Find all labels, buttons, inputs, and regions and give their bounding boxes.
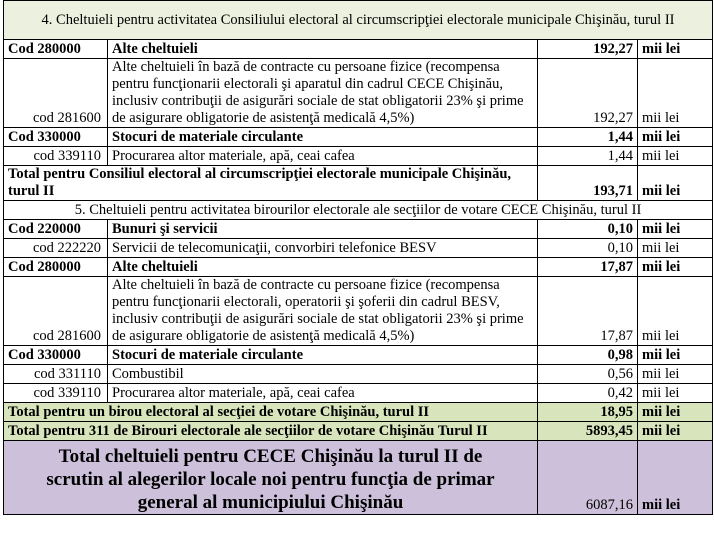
row-amount: 0,56 [538, 365, 638, 384]
section-4-total-label: Total pentru Consiliul electoral al circumscripţiei electorale municipale Chişinău, turul II [4, 166, 538, 201]
row-amount: 192,27 [538, 59, 638, 128]
row-unit: mii lei [638, 384, 713, 403]
row-amount: 0,10 [538, 220, 638, 239]
total-one-bureau-amount: 18,95 [538, 403, 638, 422]
row-code: cod 281600 [4, 59, 108, 128]
table-row [4, 365, 713, 384]
row-unit: mii lei [638, 346, 713, 365]
row-amount: 0,98 [538, 346, 638, 365]
row-amount: 1,44 [538, 147, 638, 166]
section-4-total-amount: 193,71 [538, 166, 638, 201]
total-all-bureaus-unit: mii lei [638, 422, 713, 441]
grand-total-amount: 6087,16 [538, 441, 638, 515]
section-5-total-all-row [4, 422, 713, 441]
grand-total-row [4, 441, 713, 515]
row-description: Servicii de telecomunicaţii, convorbiri telefonice BESV [108, 239, 538, 258]
row-unit: mii lei [638, 239, 713, 258]
table-row [4, 40, 713, 59]
row-description: Bunuri şi servicii [108, 220, 538, 239]
table-row [4, 220, 713, 239]
row-description: Alte cheltuieli [108, 40, 538, 59]
row-description: Combustibil [108, 365, 538, 384]
table-row [4, 346, 713, 365]
row-amount: 0,10 [538, 239, 638, 258]
row-code: cod 222220 [4, 239, 108, 258]
row-description: Alte cheltuieli în bază de contracte cu persoane fizice (recompensa pentru funcţionarii electorali, operatorii şi şoferii din cadrul BESV, inclusiv contribuţii de asigurări sociale de stat obligatorii 23% şi prime de asigurare obligatorie de asistenţă medicală 4,5%) [108, 277, 538, 346]
row-amount: 17,87 [538, 258, 638, 277]
section-5-total-one-row [4, 403, 713, 422]
total-all-bureaus-amount: 5893,45 [538, 422, 638, 441]
row-code: cod 281600 [4, 277, 108, 346]
section-5-heading-row [4, 201, 713, 220]
row-code: Cod 220000 [4, 220, 108, 239]
table-row [4, 147, 713, 166]
row-unit: mii lei [638, 220, 713, 239]
total-one-bureau-unit: mii lei [638, 403, 713, 422]
grand-total-unit: mii lei [638, 441, 713, 515]
section-4-heading-row [4, 1, 713, 40]
table-row [4, 59, 713, 128]
row-amount: 17,87 [538, 277, 638, 346]
budget-table [3, 0, 713, 515]
row-code: Cod 280000 [4, 40, 108, 59]
row-unit: mii lei [638, 258, 713, 277]
row-unit: mii lei [638, 277, 713, 346]
row-description: Stocuri de materiale circulante [108, 346, 538, 365]
row-code: cod 339110 [4, 147, 108, 166]
row-description: Procurarea altor materiale, apă, ceai cafea [108, 147, 538, 166]
row-amount: 192,27 [538, 40, 638, 59]
table-row [4, 277, 713, 346]
row-unit: mii lei [638, 40, 713, 59]
row-amount: 0,42 [538, 384, 638, 403]
table-row [4, 239, 713, 258]
section-4-heading: 4. Cheltuieli pentru activitatea Consiliului electoral al circumscripţiei electorale municipale Chişinău, turul II [4, 1, 713, 40]
row-description: Alte cheltuieli în bază de contracte cu persoane fizice (recompensa pentru funcţionarii electorali şi aparatul din cadrul CECE Chişinău, inclusiv contribuţii de asigurări sociale de stat obligatorii 23% şi prime de asigurare obligatorie de asistenţă medicală 4,5%) [108, 59, 538, 128]
table-row [4, 128, 713, 147]
grand-total-label: Total cheltuieli pentru CECE Chişinău la turul II de scrutin al alegerilor locale noi pentru funcţia de primar general al municipiului Chişinău [4, 441, 538, 515]
section-4-total-unit: mii lei [638, 166, 713, 201]
row-code: cod 331110 [4, 365, 108, 384]
row-unit: mii lei [638, 365, 713, 384]
section-5-heading: 5. Cheltuieli pentru activitatea birourilor electorale ale secţiilor de votare CECE Chişinău, turul II [4, 201, 713, 220]
row-unit: mii lei [638, 59, 713, 128]
row-description: Procurarea altor materiale, apă, ceai cafea [108, 384, 538, 403]
table-row [4, 258, 713, 277]
row-amount: 1,44 [538, 128, 638, 147]
row-code: Cod 330000 [4, 346, 108, 365]
row-unit: mii lei [638, 147, 713, 166]
row-unit: mii lei [638, 128, 713, 147]
row-code: Cod 280000 [4, 258, 108, 277]
row-description: Stocuri de materiale circulante [108, 128, 538, 147]
row-code: Cod 330000 [4, 128, 108, 147]
section-4-total-row [4, 166, 713, 201]
table-row [4, 384, 713, 403]
total-one-bureau-label: Total pentru un birou electoral al secţiei de votare Chişinău, turul II [4, 403, 538, 422]
total-all-bureaus-label: Total pentru 311 de Birouri electorale ale secţiilor de votare Chişinău Turul II [4, 422, 538, 441]
row-description: Alte cheltuieli [108, 258, 538, 277]
row-code: cod 339110 [4, 384, 108, 403]
